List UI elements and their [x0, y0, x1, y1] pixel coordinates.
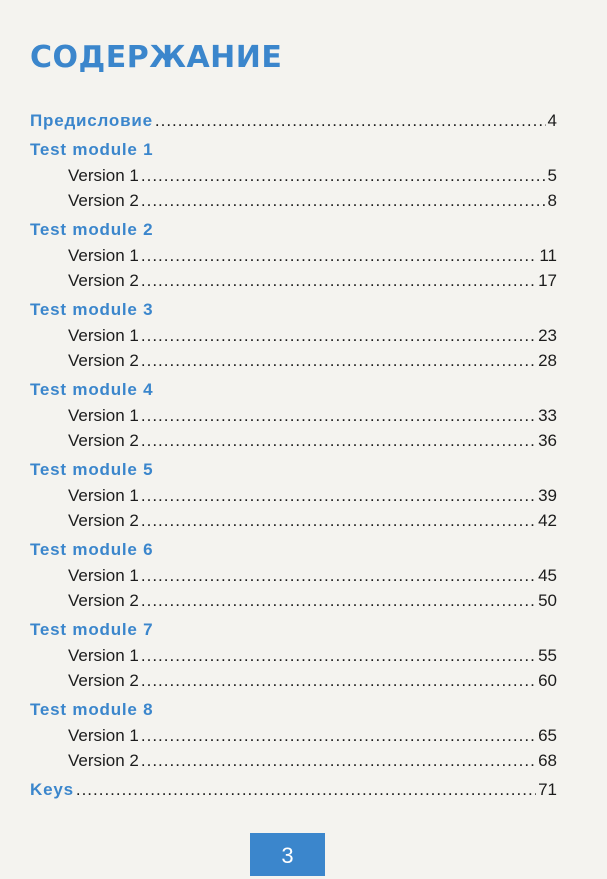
toc-label: Version 1: [68, 726, 139, 745]
table-of-contents: [30, 108, 557, 802]
toc-label: Version 2: [68, 751, 139, 770]
toc-entry-preface[interactable]: [30, 108, 557, 133]
toc-entry-version[interactable]: [30, 668, 557, 693]
toc-page-number: 45: [538, 566, 557, 585]
toc-label: Version 1: [68, 326, 139, 345]
leader-dots: [141, 428, 536, 453]
toc-module-heading[interactable]: [30, 217, 557, 243]
leader-dots: [141, 643, 536, 668]
leader-dots: [141, 483, 536, 508]
leader-dots: [141, 188, 546, 213]
toc-entry-version[interactable]: [30, 348, 557, 373]
toc-label: Version 2: [68, 671, 139, 690]
toc-label: Test module 8: [30, 700, 154, 719]
toc-module-heading[interactable]: [30, 697, 557, 723]
toc-entry-version[interactable]: [30, 588, 557, 613]
toc-entry-version[interactable]: [30, 243, 557, 268]
leader-dots: [76, 777, 536, 802]
toc-label: Keys: [30, 780, 74, 799]
page-title: СОДЕРЖАНИЕ: [30, 40, 283, 75]
toc-page-number: 36: [538, 431, 557, 450]
toc-page-number: 60: [538, 671, 557, 690]
toc-entry-version[interactable]: [30, 563, 557, 588]
toc-label: Version 2: [68, 271, 139, 290]
toc-page-number: 71: [538, 780, 557, 799]
toc-entry-version[interactable]: [30, 643, 557, 668]
toc-entry-version[interactable]: [30, 723, 557, 748]
toc-label: Version 1: [68, 406, 139, 425]
toc-page-number: 23: [538, 326, 557, 345]
toc-page-number: 5: [547, 166, 557, 185]
toc-label: Version 1: [68, 166, 139, 185]
toc-label: Test module 4: [30, 380, 154, 399]
toc-page-number: 55: [538, 646, 557, 665]
toc-entry-version[interactable]: [30, 508, 557, 533]
toc-module-heading[interactable]: [30, 137, 557, 163]
toc-page-number: 4: [547, 111, 557, 130]
toc-entry-version[interactable]: [30, 748, 557, 773]
page-number-tab: 3: [250, 833, 325, 876]
leader-dots: [141, 243, 537, 268]
toc-page-number: 8: [547, 191, 557, 210]
toc-label: Test module 1: [30, 140, 154, 159]
leader-dots: [141, 508, 536, 533]
toc-page-number: 33: [538, 406, 557, 425]
toc-label: Version 2: [68, 431, 139, 450]
leader-dots: [141, 403, 536, 428]
toc-label: Version 2: [68, 511, 139, 530]
toc-module-heading[interactable]: [30, 617, 557, 643]
toc-page-number: 28: [538, 351, 557, 370]
toc-entry-version[interactable]: [30, 428, 557, 453]
leader-dots: [141, 563, 536, 588]
toc-entry-version[interactable]: [30, 188, 557, 213]
leader-dots: [141, 323, 536, 348]
toc-label: Version 1: [68, 486, 139, 505]
leader-dots: [141, 268, 536, 293]
toc-page-number: 42: [538, 511, 557, 530]
leader-dots: [141, 748, 536, 773]
toc-page-number: 17: [538, 271, 557, 290]
leader-dots: [141, 668, 536, 693]
toc-entry-version[interactable]: [30, 268, 557, 293]
toc-module-heading[interactable]: [30, 537, 557, 563]
toc-label: Test module 7: [30, 620, 154, 639]
toc-page-number: 11: [539, 246, 557, 265]
toc-label: Test module 5: [30, 460, 154, 479]
toc-label: Version 2: [68, 191, 139, 210]
toc-page-number: 68: [538, 751, 557, 770]
toc-entry-version[interactable]: [30, 403, 557, 428]
leader-dots: [141, 348, 536, 373]
toc-module-heading[interactable]: [30, 377, 557, 403]
toc-label: Предисловие: [30, 111, 153, 130]
toc-label: Version 1: [68, 566, 139, 585]
toc-label: Version 1: [68, 246, 139, 265]
toc-entry-version[interactable]: [30, 163, 557, 188]
toc-module-heading[interactable]: [30, 297, 557, 323]
toc-label: Test module 6: [30, 540, 154, 559]
toc-label: Version 2: [68, 351, 139, 370]
leader-dots: [141, 723, 536, 748]
toc-page-number: 39: [538, 486, 557, 505]
toc-module-heading[interactable]: [30, 457, 557, 483]
leader-dots: [155, 108, 546, 133]
toc-entry-version[interactable]: [30, 323, 557, 348]
toc-entry-keys[interactable]: [30, 777, 557, 802]
toc-label: Test module 3: [30, 300, 154, 319]
toc-entry-version[interactable]: [30, 483, 557, 508]
leader-dots: [141, 588, 536, 613]
toc-page-number: 65: [538, 726, 557, 745]
leader-dots: [141, 163, 546, 188]
toc-page-number: 50: [538, 591, 557, 610]
toc-label: Version 1: [68, 646, 139, 665]
toc-label: Test module 2: [30, 220, 154, 239]
toc-label: Version 2: [68, 591, 139, 610]
